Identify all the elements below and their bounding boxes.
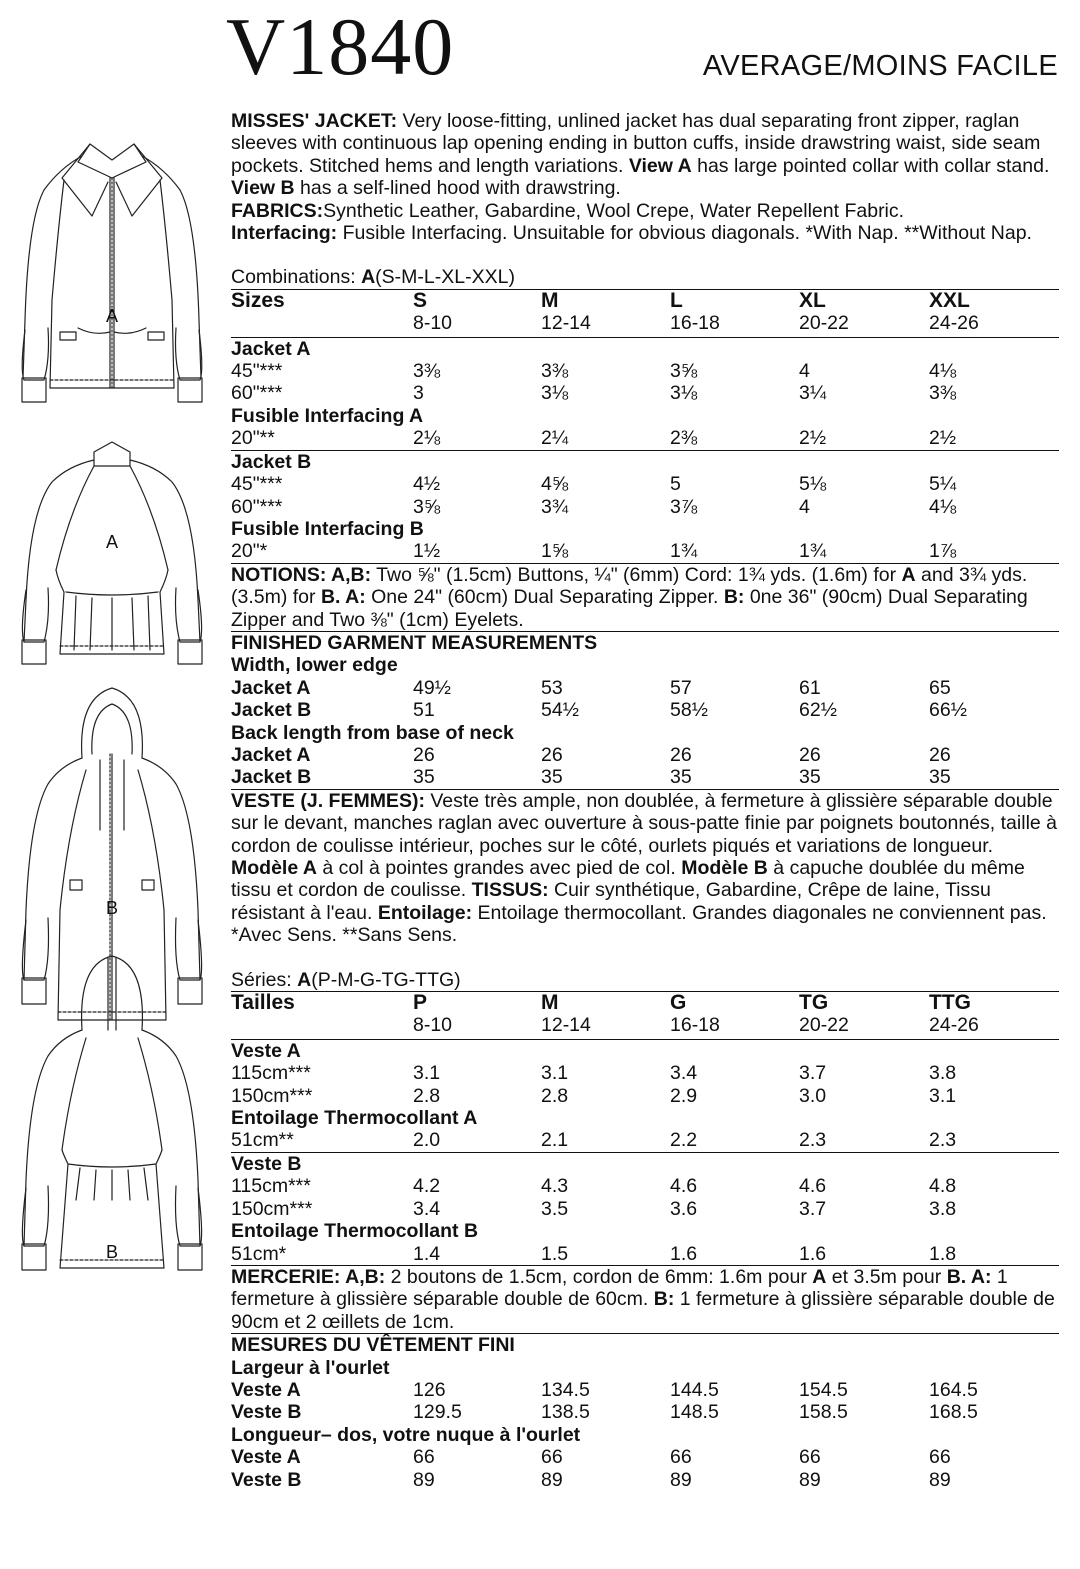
group-label: Width, lower edge — [231, 654, 398, 677]
sketch-view-a-back — [22, 442, 202, 664]
measurement-value: 65 — [929, 676, 951, 699]
measurement-value: 53 — [541, 676, 563, 699]
sketch-view-b-front — [22, 688, 202, 1020]
yardage-value: 3⅜ — [541, 360, 569, 383]
yardage-value: 3.1 — [929, 1084, 957, 1107]
size-code: P — [413, 991, 428, 1015]
heading-veste: VESTE (J. FEMMES): — [231, 789, 425, 812]
combinations-prefix: Combinations: — [231, 266, 362, 289]
mercerie-text: 1 fermeture à glissière séparable double de 90cm et 2 œillets de 1cm. — [231, 1288, 1055, 1333]
yardage-value: 1¾ — [670, 540, 698, 563]
group-row — [231, 1107, 1059, 1129]
yardage-value: 2.3 — [929, 1129, 957, 1152]
tissus-text: Cuir synthétique, Gabardine, Crêpe de laine, Tissu résistant à l'eau. — [231, 879, 991, 924]
measurement-value: 58½ — [670, 699, 708, 722]
heading-misses-jacket: MISSES' JACKET: — [231, 110, 398, 132]
entoilage-label: Entoilage: — [377, 901, 473, 924]
measurement-value: 51 — [413, 699, 435, 722]
yardage-value: 2.0 — [413, 1129, 441, 1152]
measurement-value: 89 — [413, 1468, 435, 1491]
modele-a-label: Modèle A — [231, 857, 317, 879]
yardage-value: 2½ — [799, 427, 827, 450]
notions-text: 0ne 36" (90cm) Dual Separating Zipper and Two ⅜" (1cm) Eyelets. — [231, 586, 1028, 631]
row-label: Veste A — [231, 1378, 301, 1401]
measurement-value: 35 — [799, 766, 821, 789]
size-code: XL — [799, 288, 826, 312]
yardage-value: 3⅜ — [929, 382, 957, 405]
yardage-value: 1.6 — [799, 1242, 827, 1265]
measurement-value: 26 — [929, 743, 951, 766]
group-row — [231, 1220, 1059, 1242]
measurement-value: 57 — [670, 676, 692, 699]
fabric-width: 60"*** — [231, 495, 283, 518]
measurement-value: 26 — [541, 743, 563, 766]
size-range: 16-18 — [670, 1014, 720, 1037]
measurement-value: 35 — [670, 766, 692, 789]
row-label: Jacket A — [231, 743, 311, 766]
yardage-value: 2⅛ — [413, 427, 441, 450]
measurement-value: 26 — [413, 743, 435, 766]
size-range: 12-14 — [541, 1014, 591, 1037]
notions-view: B. A: — [320, 586, 366, 609]
measurement-value: 158.5 — [799, 1401, 848, 1424]
row-label: Veste B — [231, 1468, 302, 1491]
yardage-value: 4 — [799, 360, 810, 383]
group-row — [231, 1357, 1059, 1379]
table-row — [231, 744, 1059, 766]
yardage-value: 4.6 — [799, 1175, 827, 1198]
notions-text: One 24" (60cm) Dual Separating Zipper. — [365, 586, 724, 609]
interfacing-text: Fusible Interfacing. Unsuitable for obvious diagonals. *With Nap. **Without Nap. — [337, 222, 1032, 245]
size-code: S — [413, 288, 428, 312]
yardage-value: 3⅞ — [670, 495, 698, 518]
combinations-sizes: (S-M-L-XL-XXL) — [375, 266, 515, 289]
series-letter: A — [297, 968, 312, 991]
modele-b-label: Modèle B — [681, 857, 768, 879]
yardage-value: 3⅛ — [670, 382, 698, 405]
yardage-value: 3⅜ — [413, 360, 441, 383]
finished-title: FINISHED GARMENT MEASUREMENTS — [231, 631, 598, 654]
measurement-value: 168.5 — [929, 1401, 978, 1424]
table-row — [231, 540, 1059, 562]
table-row — [231, 1129, 1059, 1152]
yardage-value: 3¾ — [541, 495, 569, 518]
yardage-value: 1⅝ — [541, 540, 569, 563]
fabric-width: 51cm* — [231, 1242, 287, 1265]
measurement-value: 35 — [929, 766, 951, 789]
yardage-value: 3⅝ — [670, 360, 698, 383]
row-label: Veste A — [231, 1446, 301, 1469]
group-row — [231, 405, 1059, 427]
yardage-value: 3.1 — [541, 1062, 569, 1085]
yardage-value: 3.6 — [670, 1197, 698, 1220]
table-row — [231, 1446, 1059, 1468]
mercerie-text: 2 boutons de 1.5cm, cordon de 6mm: 1.6m pour — [385, 1265, 813, 1288]
measurement-value: 89 — [799, 1468, 821, 1491]
measurement-value: 26 — [799, 743, 821, 766]
yardage-value: 1.5 — [541, 1242, 569, 1265]
measurement-value: 61 — [799, 676, 821, 699]
size-header-row — [231, 992, 1059, 1014]
group-label: Longueur– dos, votre nuque à l'ourlet — [231, 1423, 581, 1446]
size-code: M — [541, 991, 559, 1015]
yardage-value: 4 — [799, 495, 810, 518]
yardage-value: 1½ — [413, 540, 441, 563]
measurement-value: 154.5 — [799, 1378, 848, 1401]
yardage-value: 2.9 — [670, 1084, 698, 1107]
view-b-label: View B — [231, 177, 295, 200]
measurement-value: 62½ — [799, 699, 837, 722]
group-row — [231, 722, 1059, 744]
notions-view: B: — [723, 586, 745, 609]
combinations-line — [231, 266, 1059, 288]
table-row — [231, 677, 1059, 699]
french-yardage-table — [231, 992, 1059, 1265]
group-label: Fusible Interfacing A — [231, 404, 424, 427]
yardage-value: 1.8 — [929, 1242, 957, 1265]
yardage-value: 4½ — [413, 473, 441, 496]
table-row — [231, 1243, 1059, 1265]
view-a-label: View A — [628, 154, 692, 177]
yardage-value: 2½ — [929, 427, 957, 450]
yardage-value: 1.4 — [413, 1242, 441, 1265]
english-notions — [231, 564, 1059, 631]
notions-text: and 3¾ yds. (3.5m) for — [231, 563, 1028, 609]
french-notions — [231, 1266, 1059, 1333]
table-row — [231, 360, 1059, 382]
yardage-value: 3.4 — [670, 1062, 698, 1085]
yardage-value: 2.2 — [670, 1129, 698, 1152]
sketch-label: B — [105, 898, 118, 918]
sketch-label: B — [105, 1242, 118, 1262]
yardage-value: 4.3 — [541, 1175, 569, 1198]
table-row — [231, 766, 1059, 788]
measurement-value: 66 — [670, 1446, 692, 1469]
table-row — [231, 1085, 1059, 1107]
group-label: Entoilage Thermocollant A — [231, 1107, 478, 1130]
size-code: L — [670, 288, 683, 312]
size-range-row — [231, 1014, 1059, 1039]
yardage-value: 3¼ — [799, 382, 827, 405]
yardage-value: 3.7 — [799, 1062, 827, 1085]
table-row — [231, 1175, 1059, 1197]
mercerie-label: MERCERIE: A,B: — [231, 1265, 386, 1288]
group-label: Jacket A — [231, 337, 1059, 360]
group-label: Fusible Interfacing B — [231, 517, 424, 540]
yardage-value: 4.6 — [670, 1175, 698, 1198]
yardage-value: 2.8 — [541, 1084, 569, 1107]
description-text: Veste très ample, non doublée, à fermeture à glissière séparable double sur le devant, manches raglan avec ouverture à sous-patte finie par poignets boutonnés, taille à cordon de coulisse intérieur, poches sur le côté, ourlets piqués et variations de longueur. — [231, 789, 1058, 857]
fabrics-text: Synthetic Leather, Gabardine, Wool Crepe, Water Repellent Fabric. — [323, 199, 905, 222]
fabric-width: 45"*** — [231, 473, 283, 496]
size-range: 20-22 — [799, 1014, 849, 1037]
notions-text: Two ⅝" (1.5cm) Buttons, ¼" (6mm) Cord: 1¾ yds. (1.6m) for — [371, 563, 902, 586]
yardage-value: 3 — [413, 382, 424, 405]
group-label: Jacket B — [231, 450, 1059, 473]
english-finished-measurements — [231, 632, 1059, 789]
yardage-value: 3.8 — [929, 1062, 957, 1085]
measurement-value: 35 — [413, 766, 435, 789]
table-row — [231, 1198, 1059, 1220]
tissus-label: TISSUS: — [471, 879, 549, 902]
pattern-instructions — [231, 110, 1059, 1491]
row-label: Jacket B — [231, 699, 312, 722]
row-label: Jacket B — [231, 766, 312, 789]
size-code: M — [541, 288, 559, 312]
table-row — [231, 382, 1059, 404]
description-text: à col à pointes grandes avec pied de col. — [316, 857, 682, 879]
group-label: Largeur à l'ourlet — [231, 1356, 390, 1379]
measurement-value: 134.5 — [541, 1378, 590, 1401]
series-sizes: (P-M-G-TG-TTG) — [311, 968, 461, 991]
section-title-row — [231, 1334, 1059, 1356]
mercerie-view: B: — [653, 1288, 675, 1311]
fabric-width: 20"* — [231, 540, 268, 563]
fabrics-label: FABRICS: — [231, 199, 324, 222]
measurement-value: 66 — [413, 1446, 435, 1469]
sketch-label: A — [105, 532, 118, 552]
yardage-value: 4.2 — [413, 1175, 441, 1198]
yardage-value: 3.4 — [413, 1197, 441, 1220]
french-description — [231, 790, 1059, 947]
group-row — [231, 1039, 1059, 1062]
fabric-width: 51cm** — [231, 1129, 294, 1152]
size-code: XXL — [929, 288, 970, 312]
group-row — [231, 518, 1059, 540]
group-row — [231, 450, 1059, 473]
english-yardage-table — [231, 290, 1059, 563]
size-range: 16-18 — [670, 312, 720, 335]
fabric-width: 150cm*** — [231, 1084, 313, 1107]
measurement-value: 54½ — [541, 699, 579, 722]
description-text: has a self-lined hood with drawstring. — [294, 177, 621, 200]
notions-view: A — [901, 563, 916, 586]
group-row — [231, 654, 1059, 676]
yardage-value: 3.1 — [413, 1062, 441, 1085]
group-label: Veste A — [231, 1039, 1059, 1062]
combinations-letter: A — [361, 266, 376, 289]
yardage-value: 1¾ — [799, 540, 827, 563]
sketch-label: A — [105, 306, 118, 326]
notions-label: NOTIONS: A,B: — [231, 563, 372, 586]
size-range: 12-14 — [541, 312, 591, 335]
description-text: has large pointed collar with collar stand. — [691, 154, 1050, 177]
fabric-width: 115cm*** — [231, 1175, 311, 1198]
yardage-value: 2.1 — [541, 1129, 569, 1152]
measurement-value: 148.5 — [670, 1401, 719, 1424]
size-range: 20-22 — [799, 312, 849, 335]
table-row — [231, 699, 1059, 721]
english-description — [231, 110, 1059, 244]
pattern-number: V1840 — [226, 1, 455, 92]
measurement-value: 144.5 — [670, 1378, 719, 1401]
series-line — [231, 969, 1059, 991]
section-title-row — [231, 632, 1059, 654]
group-row — [231, 337, 1059, 360]
group-row — [231, 1424, 1059, 1446]
french-finished-measurements — [231, 1334, 1059, 1491]
mercerie-text: et 3.5m pour — [826, 1265, 947, 1288]
measurement-value: 49½ — [413, 676, 451, 699]
interfacing-label: Interfacing: — [231, 222, 338, 245]
mercerie-view: A — [812, 1265, 827, 1288]
size-code: G — [670, 991, 687, 1015]
size-header-label: Tailles — [231, 991, 295, 1015]
group-row — [231, 1152, 1059, 1175]
yardage-value: 3.7 — [799, 1197, 827, 1220]
fabric-width: 115cm*** — [231, 1062, 311, 1085]
size-header-label: Sizes — [231, 288, 285, 312]
yardage-value: 1.6 — [670, 1242, 698, 1265]
yardage-value: 2.3 — [799, 1129, 827, 1152]
group-label: Entoilage Thermocollant B — [231, 1220, 479, 1243]
measurement-value: 26 — [670, 743, 692, 766]
fabric-width: 150cm*** — [231, 1197, 313, 1220]
measurement-value: 129.5 — [413, 1401, 462, 1424]
measurement-value: 66½ — [929, 699, 967, 722]
measurement-value: 89 — [929, 1468, 951, 1491]
measurement-value: 66 — [929, 1446, 951, 1469]
table-row — [231, 473, 1059, 495]
size-code: TTG — [929, 991, 971, 1015]
yardage-value: 4⅛ — [929, 495, 957, 518]
yardage-value: 3⅛ — [541, 382, 569, 405]
size-range: 8-10 — [413, 312, 453, 335]
size-range: 24-26 — [929, 1014, 979, 1037]
size-header-row — [231, 290, 1059, 312]
table-row — [231, 496, 1059, 518]
measurement-value: 89 — [670, 1468, 692, 1491]
measurement-value: 35 — [541, 766, 563, 789]
yardage-value: 4⅛ — [929, 360, 957, 383]
mercerie-text: 1 fermeture à glissière séparable double de 60cm. — [231, 1265, 1008, 1311]
group-label: Back length from base of neck — [231, 721, 514, 744]
measurement-value: 138.5 — [541, 1401, 590, 1424]
group-label: Veste B — [231, 1152, 1059, 1175]
yardage-value: 2.8 — [413, 1084, 441, 1107]
table-row — [231, 1379, 1059, 1401]
garment-sketches — [0, 120, 224, 1280]
description-text: à capuche doublée du même tissu et cordon de coulisse. — [231, 857, 1025, 902]
size-range: 24-26 — [929, 312, 979, 335]
mercerie-view: B. A: — [946, 1265, 992, 1288]
fabric-width: 45"*** — [231, 360, 283, 383]
entoilage-text: Entoilage thermocollant. Grandes diagonales ne conviennent pas. *Avec Sens. **Sans Sens. — [231, 901, 1047, 947]
yardage-value: 4⅝ — [541, 473, 569, 496]
measurement-value: 66 — [799, 1446, 821, 1469]
series-prefix: Séries: — [231, 968, 298, 991]
yardage-value: 3.5 — [541, 1197, 569, 1220]
fabric-width: 60"*** — [231, 382, 283, 405]
table-row — [231, 1401, 1059, 1423]
finished-title: MESURES DU VÊTEMENT FINI — [231, 1334, 515, 1357]
table-row — [231, 427, 1059, 450]
size-range-row — [231, 312, 1059, 337]
yardage-value: 3.8 — [929, 1197, 957, 1220]
yardage-value: 4.8 — [929, 1175, 957, 1198]
row-label: Veste B — [231, 1401, 302, 1424]
size-range: 8-10 — [413, 1014, 453, 1037]
yardage-value: 3⅝ — [413, 495, 441, 518]
fabric-width: 20"** — [231, 427, 275, 450]
row-label: Jacket A — [231, 676, 311, 699]
yardage-value: 2⅜ — [670, 427, 698, 450]
measurement-value: 89 — [541, 1468, 563, 1491]
table-row — [231, 1062, 1059, 1084]
sketch-view-a-front — [22, 144, 202, 402]
measurement-value: 164.5 — [929, 1378, 978, 1401]
description-text: Very loose-fitting, unlined jacket has dual separating front zipper, raglan sleeves with continuous lap opening ending in button cuffs, inside drawstring waist, side seam pockets. Stitched hems and length variations. — [231, 110, 1041, 177]
difficulty-level: AVERAGE/MOINS FACILE — [702, 50, 1058, 82]
yardage-value: 5¼ — [929, 473, 957, 496]
measurement-value: 126 — [413, 1378, 446, 1401]
yardage-value: 5⅛ — [799, 473, 827, 496]
yardage-value: 3.0 — [799, 1084, 827, 1107]
size-code: TG — [799, 991, 829, 1015]
yardage-value: 5 — [670, 473, 681, 496]
yardage-value: 2¼ — [541, 427, 569, 450]
measurement-value: 66 — [541, 1446, 563, 1469]
yardage-value: 1⅞ — [929, 540, 957, 563]
table-row — [231, 1469, 1059, 1491]
